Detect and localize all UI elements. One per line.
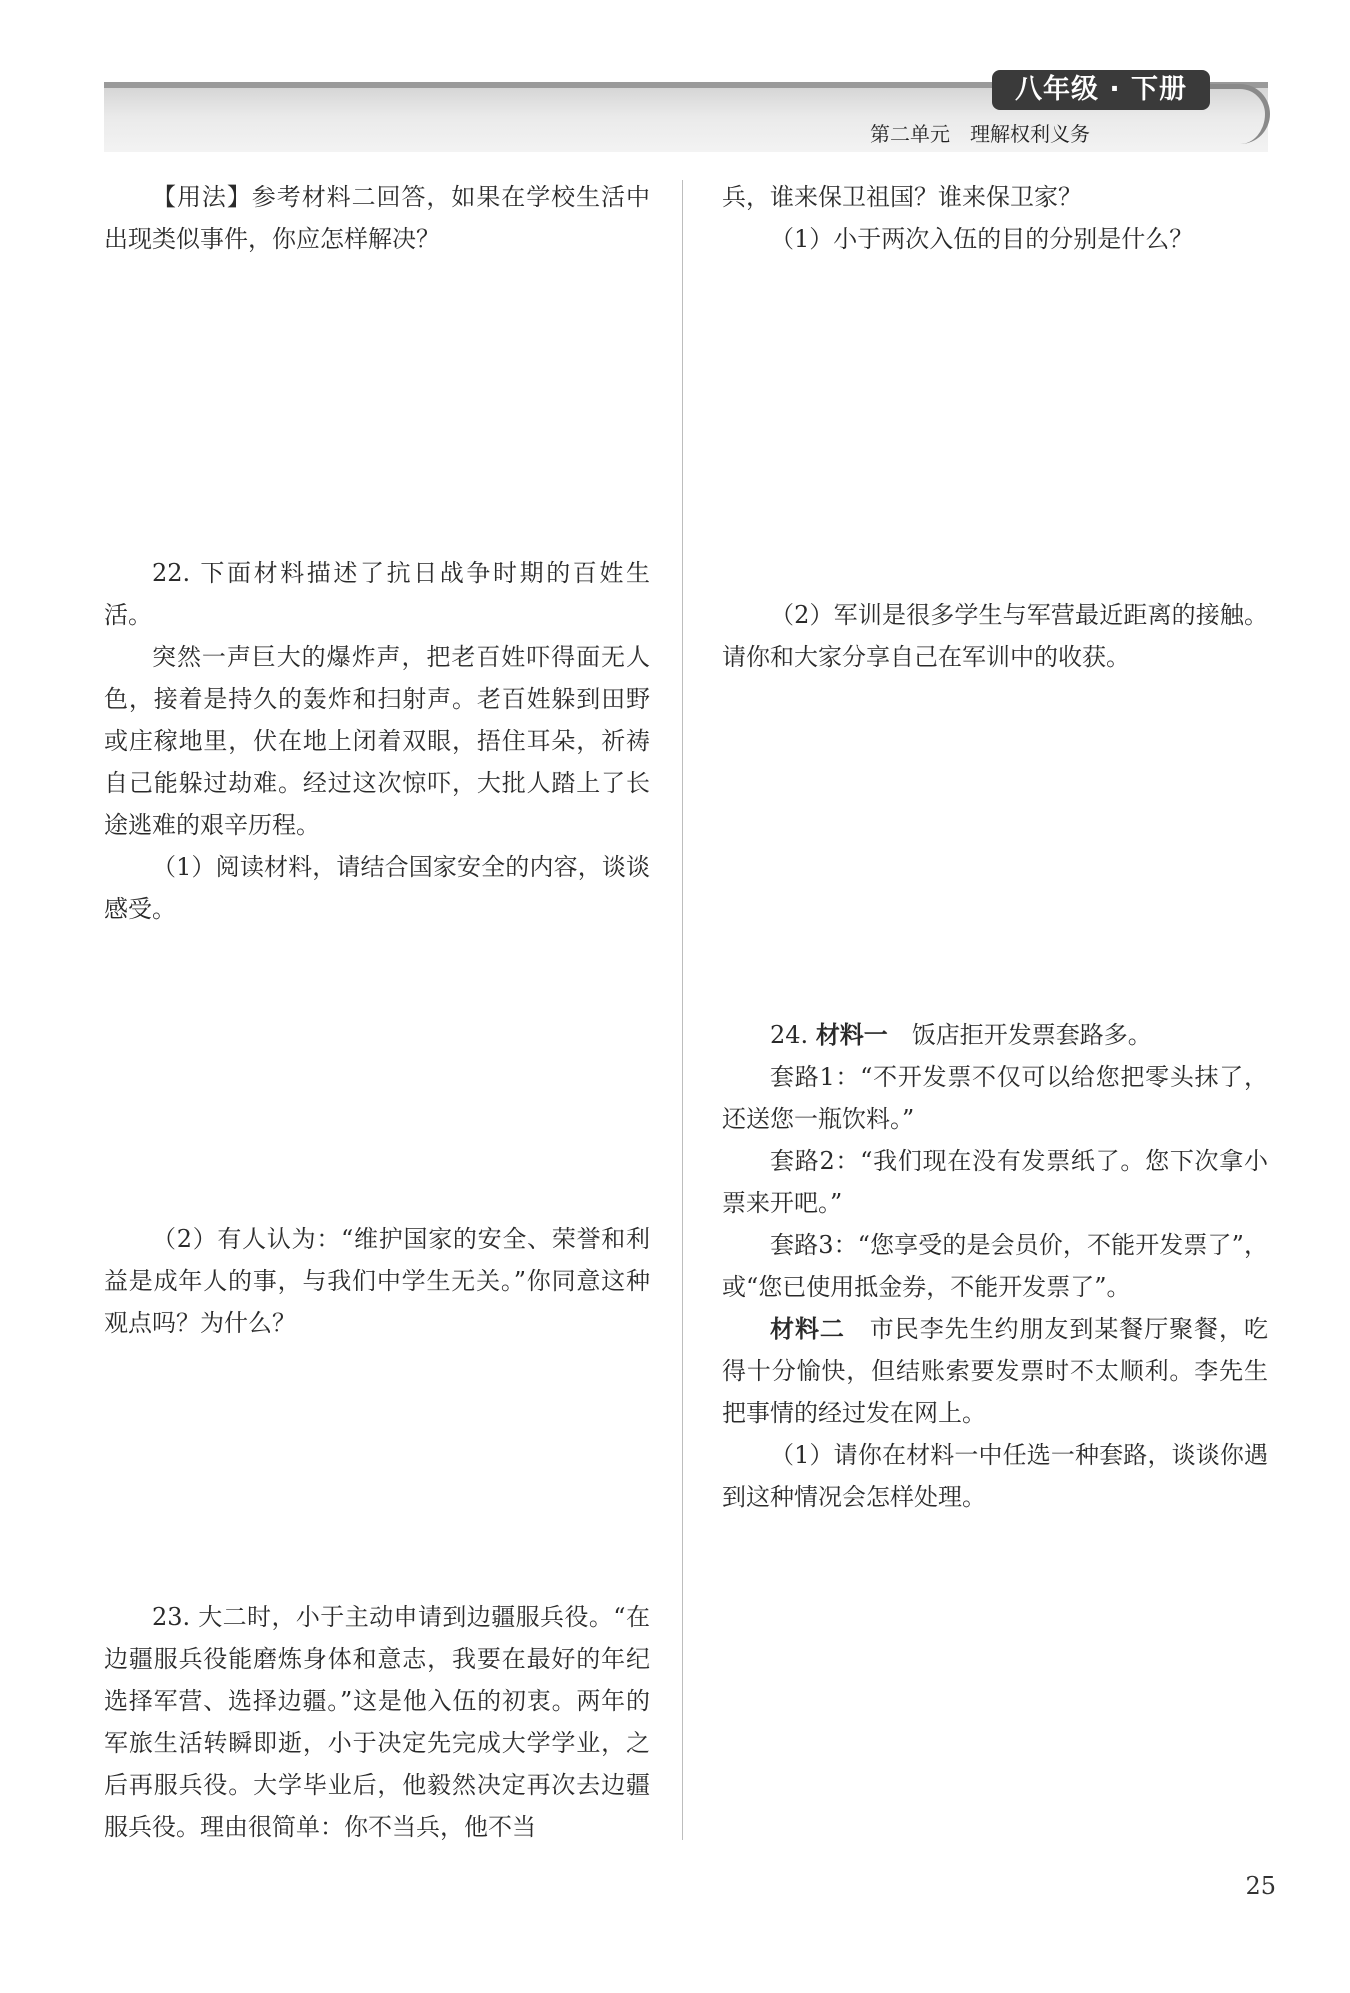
question-23-continued	[722, 176, 1268, 260]
q24-material-2-text: 市民李先生约朋友到某餐厅聚餐，吃得十分愉快，但结账索要发票时不太顺利。李先生把事情的经过发在网上。	[722, 1315, 1269, 1427]
q24-material-1-text: 饭店拒开发票套路多。	[911, 1021, 1152, 1049]
q24-routine-1: 套路1：“不开发票不仅可以给您把零头抹了，还送您一瓶饮料。”	[722, 1063, 1268, 1133]
q23-part-1: （1）小于两次入伍的目的分别是什么？	[770, 225, 1194, 253]
q23-continued: 兵，谁来保卫祖国？谁来保卫家？	[722, 183, 1082, 211]
question-23	[104, 1596, 650, 1848]
usage-text: 参考材料二回答，如果在学校生活中出现类似事件，你应怎样解决？	[104, 183, 651, 253]
q24-material-1-label: 材料一	[815, 1021, 888, 1049]
question-24	[722, 1014, 1268, 1518]
unit-title: 第二单元 理解权利义务	[870, 122, 1090, 146]
column-divider	[682, 180, 683, 1840]
header-curl-decoration	[1200, 84, 1270, 144]
grade-badge: 八年级 · 下册	[992, 70, 1210, 110]
q24-routine-3: 套路3：“您享受的是会员价，不能开发票了”，或“您已使用抵金券，不能开发票了”。	[722, 1231, 1268, 1301]
q22-material: 突然一声巨大的爆炸声，把老百姓吓得面无人色，接着是持久的轰炸和扫射声。老百姓躲到田野或庄稼地里，伏在地上闭着双眼，捂住耳朵，祈祷自己能躲过劫难。经过这次惊吓，大批人踏上了长途逃难的艰辛历程。	[104, 643, 650, 839]
page-number: 25	[1245, 1872, 1276, 1900]
q24-material-2-label: 材料二	[770, 1315, 845, 1343]
question-23-part-2	[722, 594, 1268, 678]
usage-label: 【用法】	[152, 183, 252, 211]
q22-stem: 22. 下面材料描述了抗日战争时期的百姓生活。	[104, 559, 650, 629]
q22-part-1: （1）阅读材料，请结合国家安全的内容，谈谈感受。	[104, 853, 650, 923]
q23-part-2: （2）军训是很多学生与军营最近距离的接触。请你和大家分享自己在军训中的收获。	[722, 601, 1268, 671]
q24-routine-2: 套路2：“我们现在没有发票纸了。您下次拿小票来开吧。”	[722, 1147, 1268, 1217]
question-22	[104, 552, 650, 930]
q22-part-2: （2）有人认为：“维护国家的安全、荣誉和利益是成年人的事，与我们中学生无关。”你同意这种观点吗？为什么？	[104, 1225, 650, 1337]
q24-number: 24.	[770, 1021, 809, 1049]
q23-text: 23. 大二时，小于主动申请到边疆服兵役。“在边疆服兵役能磨炼身体和意志，我要在最好的年纪选择军营、选择边疆。”这是他入伍的初衷。两年的军旅生活转瞬即逝，小于决定先完成大学学业，之后再服兵役。大学毕业后，他毅然决定再次去边疆服兵役。理由很简单：你不当兵，他不当	[104, 1603, 650, 1841]
question-22-part-2	[104, 1218, 650, 1344]
question-usage	[104, 176, 650, 260]
q24-part-1: （1）请你在材料一中任选一种套路，谈谈你遇到这种情况会怎样处理。	[722, 1441, 1268, 1511]
